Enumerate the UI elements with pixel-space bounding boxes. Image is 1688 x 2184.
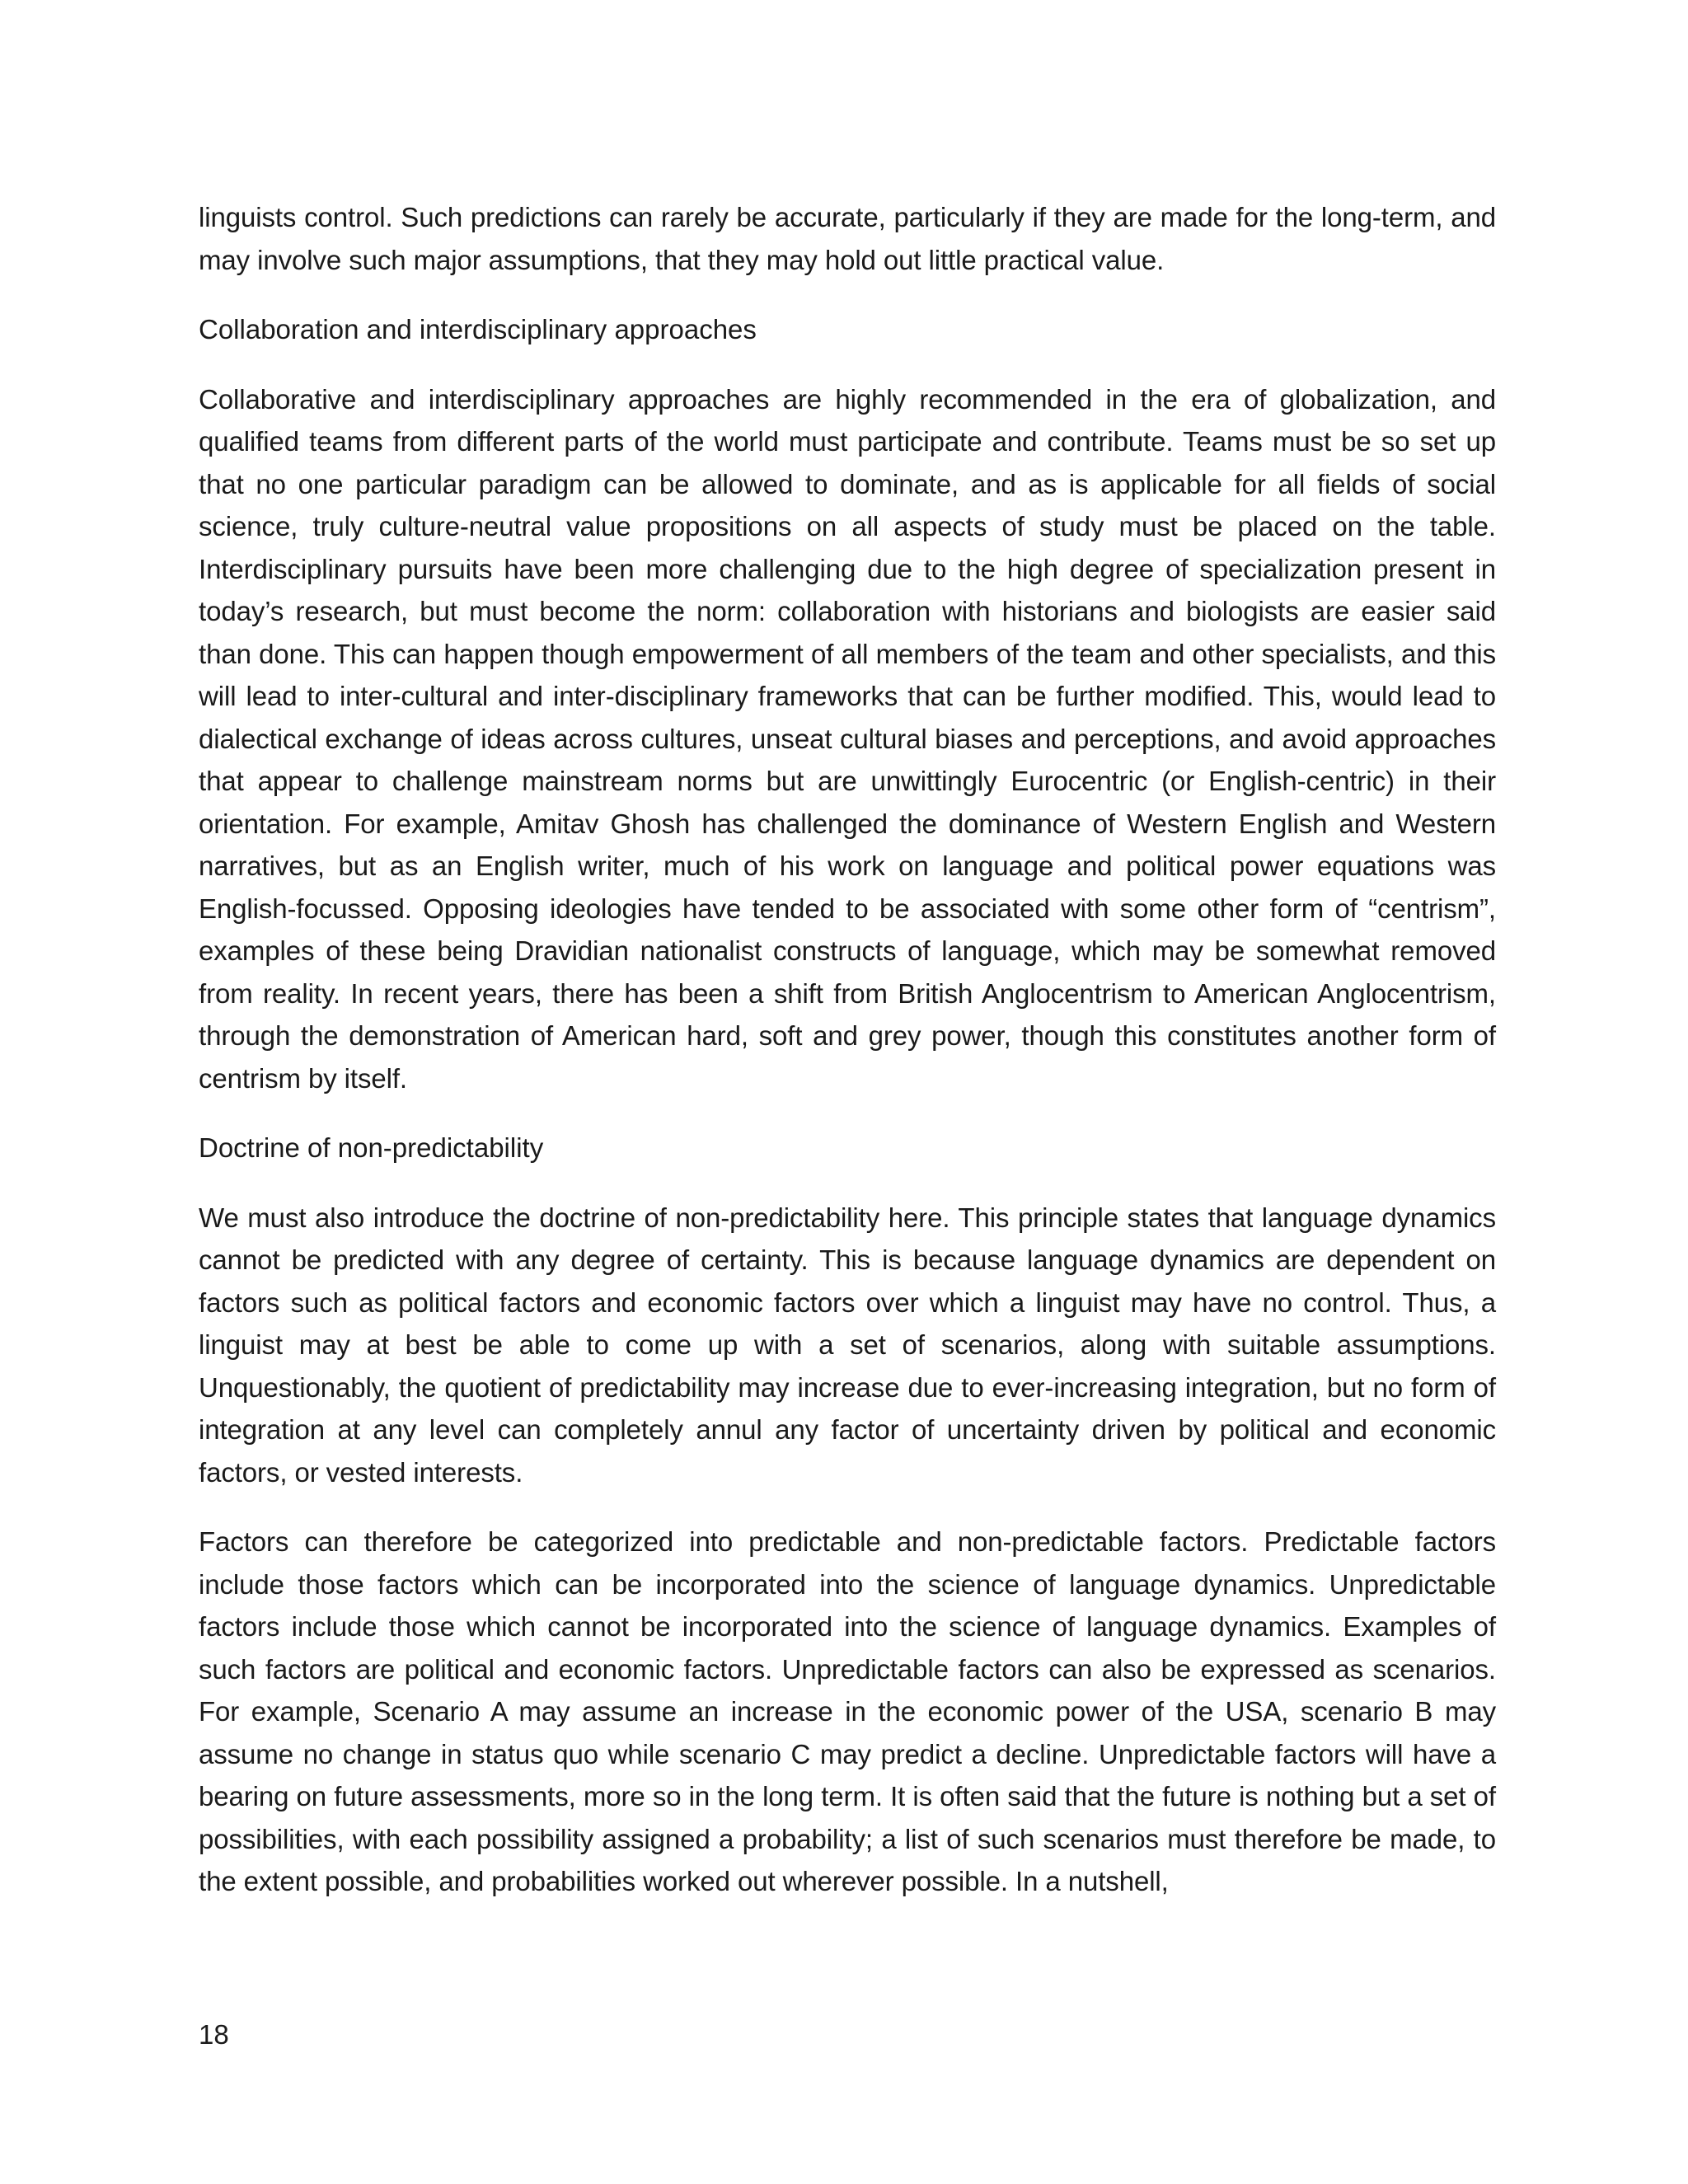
- paragraph-non-predictability: We must also introduce the doctrine of non-predictability here. This principle states that language dynamics cannot be predicted with any degree of certainty. This is because language dynamics are dependent on factors such as political factors and economic factors over which a linguist may have no control. Thus, a linguist may at best be able to come up with a set of scenarios, along with suitable assumptions. Unquestionably, the quotient of predictability may increase due to ever-increasing integration, but no form of integration at any level can completely annul any factor of uncertainty driven by political and economic factors, or vested interests.: [199, 1202, 1496, 1488]
- section-heading-collaboration: Collaboration and interdisciplinary approaches: [199, 314, 757, 344]
- page-number: 18: [199, 2019, 229, 2050]
- section-heading-non-predictability: Doctrine of non-predictability: [199, 1132, 544, 1163]
- paragraph-continuation: linguists control. Such predictions can rarely be accurate, particularly if they are made for the long-term, and may involve such major assumptions, that they may hold out little practical value.: [199, 202, 1496, 275]
- paragraph-collaboration: Collaborative and interdisciplinary approaches are highly recommended in the era of globalization, and qualified teams from different parts of the world must participate and contribute. Teams must be so set up that no one particular paradigm can be allowed to dominate, and as is applicable for all fields of social science, truly culture-neutral value propositions on all aspects of study must be placed on the table. Interdisciplinary pursuits have been more challenging due to the high degree of specialization present in today’s research, but must become the norm: collaboration with historians and biologists are easier said than done. This can happen though empowerment of all members of the team and other specialists, and this will lead to inter-cultural and inter-disciplinary frameworks that can be further modified. This, would lead to dialectical exchange of ideas across cultures, unseat cultural biases and perceptions, and avoid approaches that appear to challenge mainstream norms but are unwittingly Eurocentric (or English-centric) in their orientation. For example, Amitav Ghosh has challenged the dominance of Western English and Western narratives, but as an English writer, much of his work on language and political power equations was English-focussed. Opposing ideologies have tended to be associated with some other form of “centrism”, examples of these being Dravidian nationalist constructs of language, which may be somewhat removed from reality. In recent years, there has been a shift from British Anglocentrism to American Anglocentrism, through the demonstration of American hard, soft and grey power, though this constitutes another form of centrism by itself.: [199, 383, 1496, 1094]
- paragraph-factors: Factors can therefore be categorized into predictable and non-predictable factors. Predictable factors include those factors which can be incorporated into the science of language dynamics. Unpredictable factors include those which cannot be incorporated into the science of language dynamics. Examples of such factors are political and economic factors. Unpredictable factors can also be expressed as scenarios. For example, Scenario A may assume an increase in the economic power of the USA, scenario B may assume no change in status quo while scenario C may predict a decline. Unpredictable factors will have a bearing on future assessments, more so in the long term. It is often said that the future is nothing but a set of possibilities, with each possibility assigned a probability; a list of such scenarios must therefore be made, to the extent possible, and probabilities worked out wherever possible. In a nutshell,: [199, 1526, 1496, 1896]
- page-body: [199, 196, 1496, 1930]
